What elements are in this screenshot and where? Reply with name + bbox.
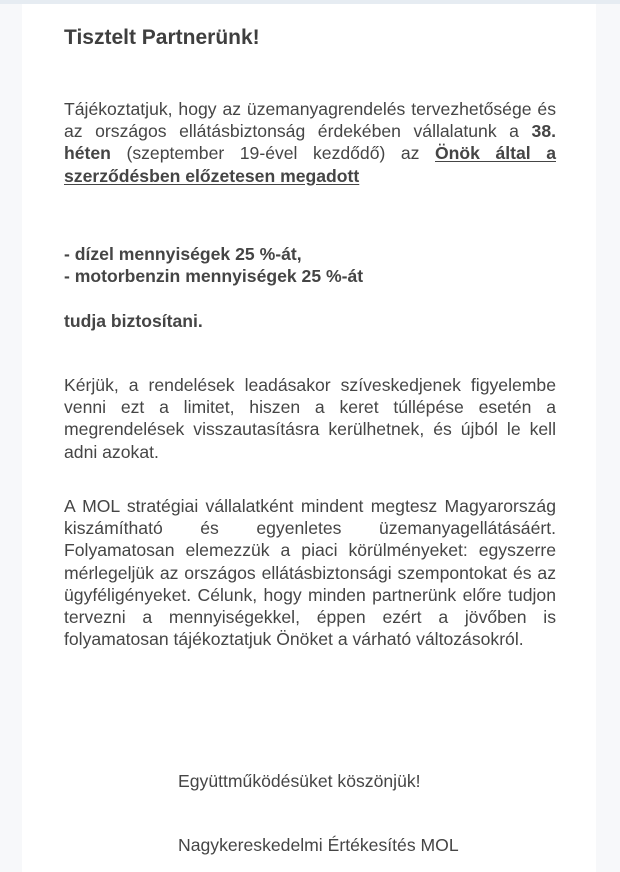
quantity-item-diesel: - dízel mennyiségek 25 %-át, <box>64 244 302 264</box>
mol-paragraph: A MOL stratégiai vállalatként mindent megtesz Magyarország kiszámítható és egyenletes üzemanyagellátásáért. Folyamatosan elemezzük a piaci körülményeket: egyszerre mérlegeljük az országos ellátásbiztonsági szempontokat és az ügyféligényeket. Célunk, hogy minden partnerünk előre tudjon tervezni a mennyiségekkel, éppen ezért a jövőben is folyamatosan tájékoztatjuk Önöket a várható változásokról. <box>64 496 556 650</box>
week-highlight: 38. héten <box>64 121 556 164</box>
provision-line: tudja biztosítani. <box>64 311 203 331</box>
contract-underlined-text: Önök által a szerződésben előzetesen megadott <box>64 143 556 186</box>
letter-card <box>22 4 596 872</box>
signature-line: Nagykereskedelmi Értékesítés MOL <box>178 835 459 855</box>
intro-text-2: (szeptember 19-ével kezdődő) az <box>110 143 435 164</box>
request-paragraph: Kérjük, a rendelések leadásakor szíveskedjenek figyelembe venni ezt a limitet, hiszen a keret túllépése esetén a megrendelések visszautasításra kerülhetnek, és újból le kell adni azokat. <box>64 375 556 462</box>
quantity-item-petrol: - motorbenzin mennyiségek 25 %-át <box>64 266 364 287</box>
intro-text-1: Tájékoztatjuk, hogy az üzemanyagrendelés tervezhetősége és az országos ellátásbiztonság érdekében vállalatunk a <box>64 99 556 142</box>
greeting-heading: Tisztelt Partnerünk! <box>64 26 260 49</box>
quantity-list <box>64 243 363 287</box>
thanks-line: Együttműködésüket köszönjük! <box>178 771 421 791</box>
intro-paragraph <box>64 98 556 187</box>
